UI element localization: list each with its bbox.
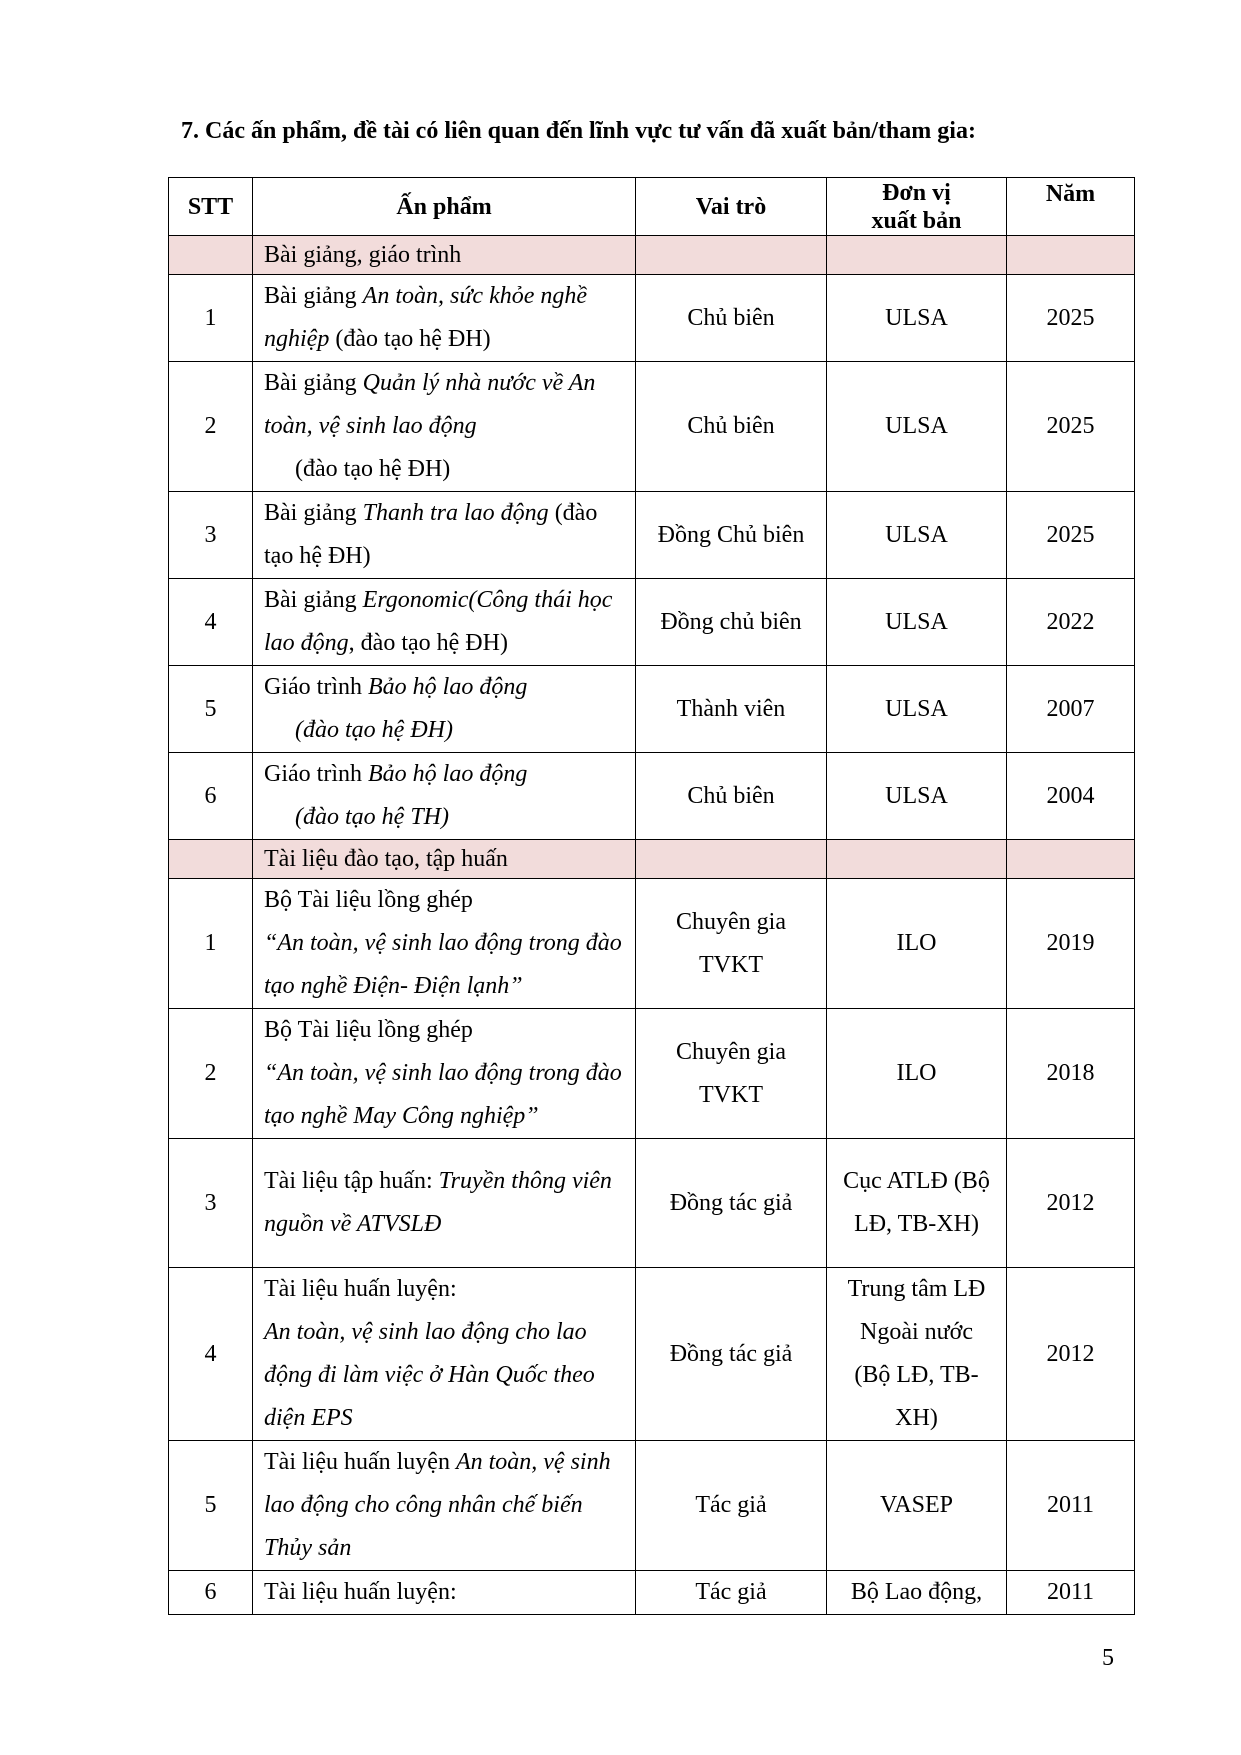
cell-year: 2007 (1007, 666, 1135, 753)
header-stt: STT (169, 178, 253, 236)
table-row (169, 1571, 1135, 1615)
cell-year: 2011 (1007, 1441, 1135, 1571)
page-number: 5 (1102, 1645, 1114, 1671)
cell-stt: 1 (169, 275, 253, 362)
table-row (169, 1441, 1135, 1571)
cell-publisher: ILO (827, 1009, 1007, 1139)
cell-role: Chuyên gia TVKT (636, 1009, 827, 1139)
table-row (169, 879, 1135, 1009)
cell-stt: 2 (169, 362, 253, 492)
cell-publisher: Bộ Lao động, (827, 1571, 1007, 1615)
cell-role: Đồng Chủ biên (636, 492, 827, 579)
table-row (169, 362, 1135, 492)
cell-publisher: ULSA (827, 492, 1007, 579)
cell-stt: 6 (169, 1571, 253, 1615)
section-row (169, 840, 1135, 879)
cell-publication: Bài giảng Quản lý nhà nước về An toàn, vệ sinh lao động (đào tạo hệ ĐH) (253, 362, 636, 492)
cell-stt: 5 (169, 1441, 253, 1571)
header-publisher-line1: Đơn vị (882, 179, 951, 206)
cell-publication: Bài giảng Thanh tra lao động (đào tạo hệ ĐH) (253, 492, 636, 579)
cell-publisher: ULSA (827, 753, 1007, 840)
section-title: Tài liệu đào tạo, tập huấn (253, 840, 636, 879)
header-publication: Ấn phẩm (253, 178, 636, 236)
table-row (169, 753, 1135, 840)
cell-publication: Tài liệu tập huấn: Truyền thông viên nguồn về ATVSLĐ (253, 1139, 636, 1268)
header-role: Vai trò (636, 178, 827, 236)
table-row (169, 666, 1135, 753)
header-publisher (827, 178, 1007, 236)
cell-role: Tác giả (636, 1571, 827, 1615)
cell-publication: Bài giảng An toàn, sức khỏe nghề nghiệp (đào tạo hệ ĐH) (253, 275, 636, 362)
cell-year: 2018 (1007, 1009, 1135, 1139)
cell-stt: 3 (169, 492, 253, 579)
cell-year: 2012 (1007, 1268, 1135, 1441)
cell-year: 2019 (1007, 879, 1135, 1009)
cell-publication: Bộ Tài liệu lồng ghép “An toàn, vệ sinh lao động trong đào tạo nghề May Công nghiệp” (253, 1009, 636, 1139)
cell-stt: 2 (169, 1009, 253, 1139)
section-heading: 7. Các ấn phẩm, đề tài có liên quan đến lĩnh vực tư vấn đã xuất bản/tham gia: (181, 118, 976, 144)
cell-role: Đồng tác giả (636, 1268, 827, 1441)
table-row (169, 1009, 1135, 1139)
cell-publisher: Trung tâm LĐ Ngoài nước (Bộ LĐ, TB-XH) (827, 1268, 1007, 1441)
table-row (169, 492, 1135, 579)
cell-year: 2012 (1007, 1139, 1135, 1268)
table-row (169, 275, 1135, 362)
cell-publisher: ULSA (827, 579, 1007, 666)
cell-publication: Bộ Tài liệu lồng ghép “An toàn, vệ sinh lao động trong đào tạo nghề Điện- Điện lạnh” (253, 879, 636, 1009)
cell-publisher: ULSA (827, 362, 1007, 492)
cell-stt: 4 (169, 579, 253, 666)
cell-role: Chủ biên (636, 275, 827, 362)
table-row (169, 1139, 1135, 1268)
cell-year: 2022 (1007, 579, 1135, 666)
cell-role: Tác giả (636, 1441, 827, 1571)
cell-publisher: VASEP (827, 1441, 1007, 1571)
cell-publication: Tài liệu huấn luyện: (253, 1571, 636, 1615)
cell-publisher: Cục ATLĐ (Bộ LĐ, TB-XH) (827, 1139, 1007, 1268)
cell-year: 2025 (1007, 492, 1135, 579)
cell-role: Thành viên (636, 666, 827, 753)
table-row (169, 1268, 1135, 1441)
cell-year: 2025 (1007, 362, 1135, 492)
cell-year: 2004 (1007, 753, 1135, 840)
cell-role: Chuyên gia TVKT (636, 879, 827, 1009)
cell-publication: Bài giảng Ergonomic(Công thái học lao động, đào tạo hệ ĐH) (253, 579, 636, 666)
header-year: Năm (1007, 178, 1135, 236)
header-publisher-line2: xuất bản (871, 207, 962, 234)
cell-stt: 1 (169, 879, 253, 1009)
publications-table (168, 177, 1135, 1615)
cell-stt: 5 (169, 666, 253, 753)
cell-role: Đồng chủ biên (636, 579, 827, 666)
cell-role: Chủ biên (636, 753, 827, 840)
cell-publisher: ULSA (827, 666, 1007, 753)
cell-publication: Tài liệu huấn luyện: An toàn, vệ sinh lao động cho lao động đi làm việc ở Hàn Quốc theo diện EPS (253, 1268, 636, 1441)
cell-year: 2011 (1007, 1571, 1135, 1615)
cell-stt: 6 (169, 753, 253, 840)
table-row (169, 579, 1135, 666)
cell-publication: Giáo trình Bảo hộ lao động (đào tạo hệ ĐH) (253, 666, 636, 753)
section-title: Bài giảng, giáo trình (253, 236, 636, 275)
cell-publication: Giáo trình Bảo hộ lao động (đào tạo hệ TH) (253, 753, 636, 840)
cell-role: Đồng tác giả (636, 1139, 827, 1268)
section-row (169, 236, 1135, 275)
cell-stt: 3 (169, 1139, 253, 1268)
table-header-row (169, 178, 1135, 236)
cell-publication: Tài liệu huấn luyện An toàn, vệ sinh lao động cho công nhân chế biến Thủy sản (253, 1441, 636, 1571)
cell-stt: 4 (169, 1268, 253, 1441)
cell-role: Chủ biên (636, 362, 827, 492)
cell-publisher: ILO (827, 879, 1007, 1009)
cell-year: 2025 (1007, 275, 1135, 362)
cell-publisher: ULSA (827, 275, 1007, 362)
